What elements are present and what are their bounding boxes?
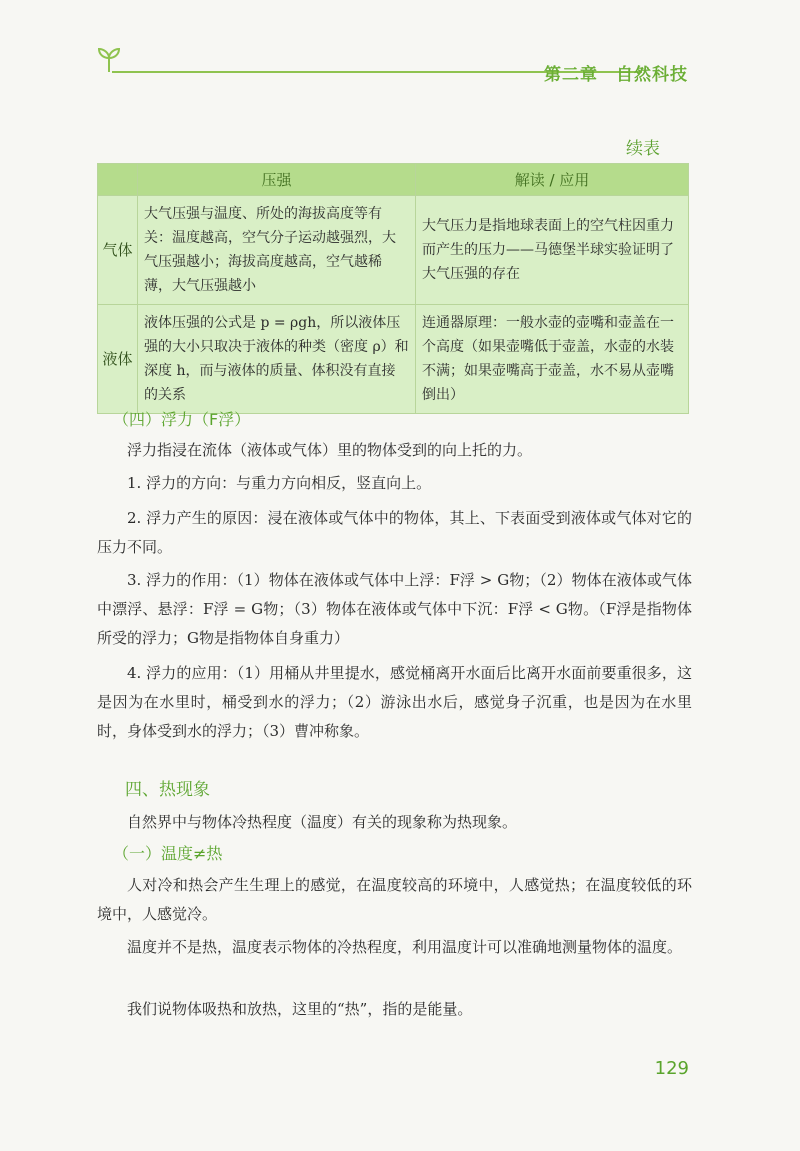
buoyancy-intro: 浮力指浸在流体（液体或气体）里的物体受到的向上托的力。 bbox=[127, 441, 533, 459]
buoyancy-application: 4. 浮力的应用：（1）用桶从井里提水，感觉桶离开水面后比离开水面前要重很多，这是因为在水里时，桶受到水的浮力；（2）游泳出水后，感觉身子沉重，也是因为在水里时，身体受到水的浮力；（3）曹冲称象。 bbox=[97, 664, 692, 740]
table-header-row bbox=[98, 164, 689, 196]
row-label-gas: 气体 bbox=[98, 196, 138, 305]
continued-label: 续表 bbox=[626, 139, 660, 159]
liquid-pressure-cell: 液体压强的公式是 p = ρgh，所以液体压强的大小只取决于液体的种类（密度 ρ）和深度 h，而与液体的质量、体积没有直接的关系 bbox=[138, 305, 416, 414]
table-row bbox=[98, 196, 689, 305]
page-number: 129 bbox=[654, 1058, 689, 1079]
gas-pressure-cell: 大气压强与温度、所处的海拔高度等有关：温度越高，空气分子运动越强烈，大气压强越小；海拔高度越高，空气越稀薄，大气压强越小 bbox=[138, 196, 416, 305]
liquid-application-cell: 连通器原理：一般水壶的壶嘴和壶盖在一个高度（如果壶嘴低于壶盖，水壶的水装不满；如果壶嘴高于壶盖，水不易从壶嘴倒出） bbox=[416, 305, 689, 414]
row-label-liquid: 液体 bbox=[98, 305, 138, 414]
heat-energy: 我们说物体吸热和放热，这里的“热”，指的是能量。 bbox=[127, 1000, 473, 1018]
buoyancy-direction: 1. 浮力的方向：与重力方向相反，竖直向上。 bbox=[127, 474, 432, 492]
buoyancy-cause: 2. 浮力产生的原因：浸在液体或气体中的物体，其上、下表面受到液体或气体对它的压力不同。 bbox=[97, 509, 692, 556]
table-header-pressure: 压强 bbox=[138, 164, 416, 196]
buoyancy-heading: （四）浮力（F浮） bbox=[113, 410, 251, 429]
buoyancy-effect: 3. 浮力的作用：（1）物体在液体或气体中上浮：F浮 > G物；（2）物体在液体或气体中漂浮、悬浮：F浮 = G物；（3）物体在液体或气体中下沉：F浮 < G物。（F浮是指物体所受的浮力；G物是指物体自身重力） bbox=[97, 571, 692, 647]
table-row bbox=[98, 305, 689, 414]
chapter-title: 第二章 自然科技 bbox=[544, 65, 688, 85]
sprout-icon bbox=[94, 44, 124, 74]
heat-intro: 自然界中与物体冷热程度（温度）有关的现象称为热现象。 bbox=[127, 813, 518, 831]
table-header-blank bbox=[98, 164, 138, 196]
gas-application-cell: 大气压力是指地球表面上的空气柱因重力而产生的压力——马德堡半球实验证明了大气压强的存在 bbox=[416, 196, 689, 305]
temperature-heading: （一）温度≠热 bbox=[113, 844, 223, 863]
table-header-application: 解读 / 应用 bbox=[416, 164, 689, 196]
temperature-sensation: 人对冷和热会产生生理上的感觉，在温度较高的环境中，人感觉热；在温度较低的环境中，人感觉冷。 bbox=[97, 876, 692, 923]
heat-heading: 四、热现象 bbox=[125, 780, 210, 800]
temperature-definition: 温度并不是热，温度表示物体的冷热程度，利用温度计可以准确地测量物体的温度。 bbox=[127, 938, 683, 956]
pressure-table bbox=[97, 163, 689, 414]
